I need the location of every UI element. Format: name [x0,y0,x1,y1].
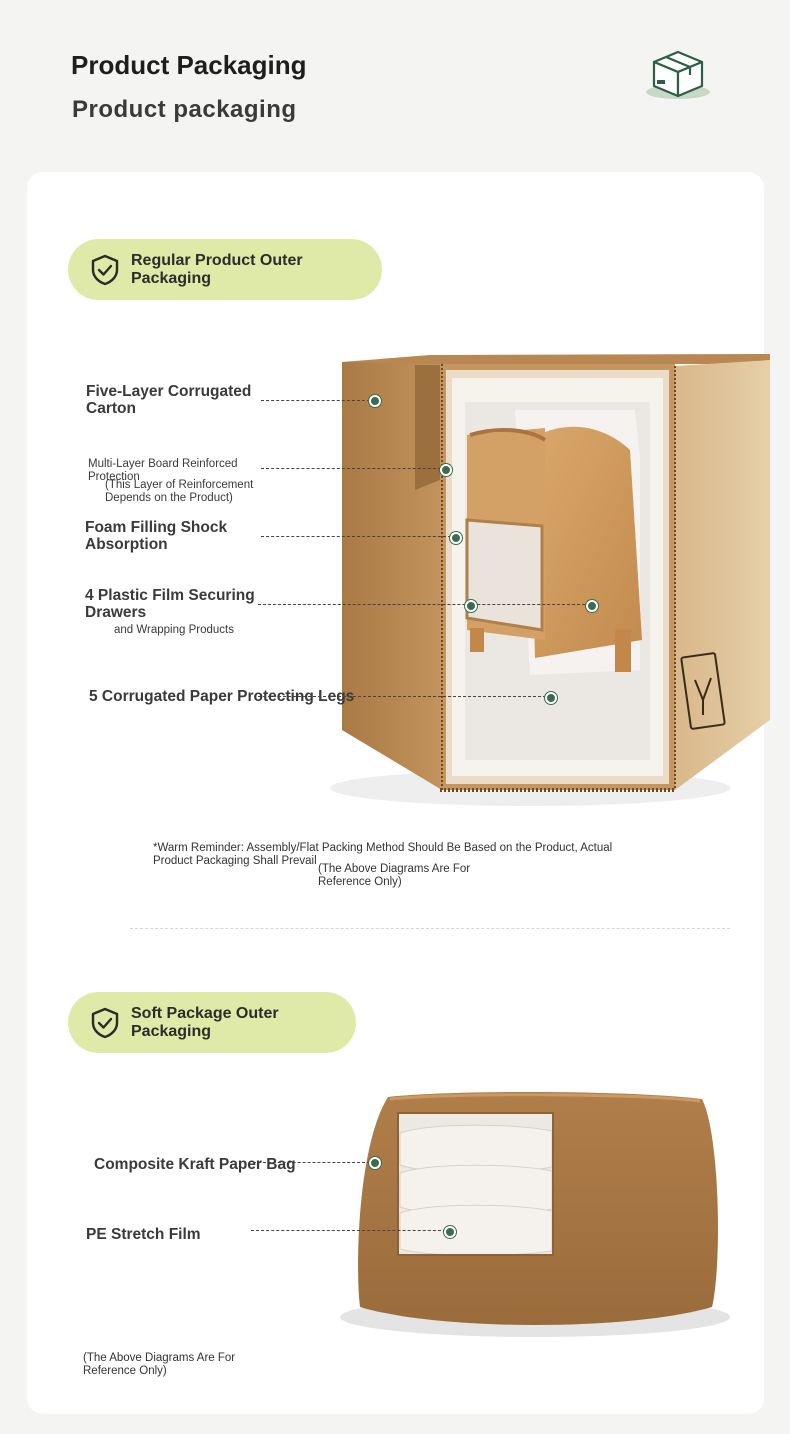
regular-packaging-label: Regular Product Outer Packaging [131,251,303,287]
label-legs: 5 Corrugated Paper Protecting Legs [89,688,355,705]
box-icon [640,44,716,104]
leader-film [258,604,590,605]
page-title: Product Packaging [71,50,307,80]
marker-carton [369,395,381,407]
leader-legs [258,696,546,697]
section-divider [130,928,730,929]
page-subtitle: Product packaging [72,96,297,123]
leader-kraft-bag [253,1162,370,1163]
label-kraft-bag: Composite Kraft Paper Bag [94,1156,296,1173]
marker-legs [545,692,557,704]
soft-reference-note: (The Above Diagrams Are For Reference Only) [83,1352,236,1377]
kraft-bag-illustration [330,1085,740,1345]
label-board: Multi-Layer Board Reinforced Protection [88,458,238,483]
label-board-note: (This Layer of Reinforcement Depends on the Product) [105,479,254,504]
soft-packaging-pill [68,992,356,1053]
soft-packaging-label: Soft Package Outer Packaging [131,1004,279,1040]
marker-board [440,464,452,476]
marker-pe-film [444,1226,456,1238]
carton-illustration [330,340,770,810]
label-carton: Five-Layer Corrugated Carton [86,383,252,417]
shield-check-icon [88,253,122,287]
leader-pe-film [251,1230,446,1231]
warm-reminder: *Warm Reminder: Assembly/Flat Packing Method Should Be Based on the Product, Actual Product Packaging Shall Prevail [153,842,613,867]
label-foam: Foam Filling Shock Absorption [85,519,228,553]
marker-kraft-bag [369,1157,381,1169]
marker-foam [450,532,462,544]
regular-reference-note: (The Above Diagrams Are For Reference Only) [318,863,471,888]
label-film: 4 Plastic Film Securing Drawers [85,587,255,621]
leader-carton [261,400,370,401]
marker-film-right [586,600,598,612]
regular-packaging-pill [68,239,382,300]
leader-board [261,468,441,469]
leader-foam [261,536,451,537]
shield-check-icon [88,1006,122,1040]
label-pe-film: PE Stretch Film [86,1226,201,1243]
marker-film-left [465,600,477,612]
label-film-note: and Wrapping Products [114,624,234,636]
